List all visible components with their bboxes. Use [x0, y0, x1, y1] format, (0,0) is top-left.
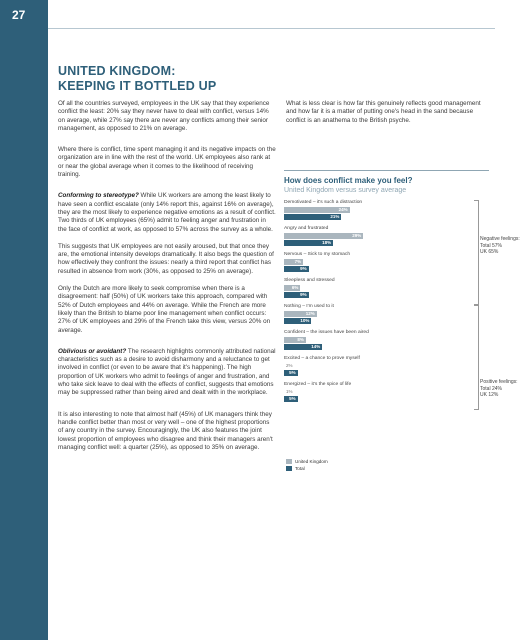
uk-bar	[284, 285, 300, 291]
negative-bracket	[474, 200, 479, 306]
chart-row	[284, 356, 489, 382]
paragraph-2: Where there is conflict, time spent managing it and its negative impacts on the organization are in line with the rest of the world. UK employees also rank at or near the global average when it comes to the likelihood of receiving training.	[58, 146, 276, 179]
right-paragraph-1: What is less clear is how far this genuinely reflects good management and how far it is a matter of putting one's head in the sand because conflict is an anathema to the British psyche.	[286, 100, 481, 124]
total-bar	[284, 266, 309, 272]
chart-category-label: Demotivated – it's such a distraction	[284, 200, 363, 205]
paragraph-4: This suggests that UK employees are not easily aroused, but that once they are, the emotional intensity develops dramatically. It also begs the question of how effectively they confront the issues: nearly a third report that conflict has resulted in absence from work (30%, as opposed to 25% on average).	[58, 242, 274, 275]
positive-summary	[480, 379, 518, 399]
chart-row	[284, 226, 489, 252]
total-bar	[284, 292, 309, 298]
legend-item	[286, 458, 328, 465]
paragraph-5: Only the Dutch are more likely to seek compromise when there is a disagreement: half (50%) of UK workers take this approach, compared with 52% of Dutch employees and 44% on average. While the French are more likely than the British to blame poor line management when conflict occurs: 27% of UK employees and 29% of the French take this view, versus 20% on average.	[58, 285, 271, 334]
bar-value-label: 10%	[300, 318, 310, 323]
chart-category-label: Angry and frustrated	[284, 226, 329, 231]
bar-value-label: 6%	[291, 285, 299, 290]
total-bar	[284, 370, 298, 376]
uk-bar	[284, 311, 317, 317]
page-sidebar	[0, 0, 48, 640]
uk-bar	[284, 337, 306, 343]
paragraph-3	[58, 192, 276, 233]
total-bar	[284, 396, 298, 402]
bar-value-label: 1%	[286, 389, 293, 394]
positive-summary-uk: UK 12%	[480, 392, 499, 399]
chart-title: How does conflict make you feel?	[284, 176, 413, 185]
total-bar	[284, 214, 341, 220]
bar-value-label: 9%	[300, 266, 307, 271]
uk-bar	[284, 233, 363, 239]
chart-row	[284, 200, 489, 226]
chart-row	[284, 252, 489, 278]
left-column	[58, 100, 276, 461]
title-line-1: UNITED KINGDOM:	[58, 64, 176, 78]
negative-summary	[480, 236, 520, 256]
bar-value-label: 8%	[297, 337, 304, 342]
uk-bar	[284, 389, 304, 395]
bar-value-label: 5%	[289, 370, 296, 375]
bar-value-label: 29%	[352, 233, 362, 238]
chart-category-label: Excited – a chance to prove myself	[284, 356, 360, 361]
chart-legend	[286, 458, 328, 472]
legend-label: Total	[295, 465, 305, 471]
bar-value-label: 18%	[322, 240, 332, 245]
bar-value-label: 9%	[300, 292, 307, 297]
bar-value-label: 5%	[289, 396, 296, 401]
bar-value-label: 12%	[305, 311, 315, 316]
total-bar	[284, 318, 311, 324]
paragraph-1: Of all the countries surveyed, employees in the UK say that they experience conflict the least: 20% say they never have to deal with conflict, versus 14% on average, while 27% say there are never any conflicts among their senior management, as opposed to 21% on average.	[58, 100, 270, 132]
negative-summary-uk: UK 65%	[480, 249, 499, 256]
chart-rows	[284, 200, 489, 408]
uk-bar	[284, 363, 304, 369]
article-title	[58, 64, 216, 94]
bar-value-label: 2%	[286, 363, 293, 368]
legend-label: United Kingdom	[295, 458, 328, 464]
legend-item	[286, 465, 328, 472]
chart-row	[284, 382, 489, 408]
legend-swatch	[286, 459, 292, 464]
bar-value-label: 7%	[294, 259, 302, 264]
chart-subtitle: United Kingdom versus survey average	[284, 187, 407, 194]
chart-category-label: Energized – it's the spice of life	[284, 382, 352, 387]
bar-value-label: 24%	[338, 207, 348, 212]
feelings-chart	[284, 170, 520, 471]
paragraph-6	[58, 348, 276, 398]
chart-category-label: Nothing – I'm used to it	[284, 304, 334, 309]
page-number-bar	[0, 0, 495, 26]
right-column	[286, 100, 486, 134]
chart-row	[284, 304, 489, 330]
chart-category-label: Confident – the issues have been aired	[284, 330, 369, 335]
total-bar	[284, 344, 322, 350]
title-line-2: KEEPING IT BOTTLED UP	[58, 79, 217, 93]
paragraph-6-lead: Oblivious or avoidant?	[58, 347, 127, 355]
paragraph-3-lead: Conforming to stereotype?	[58, 192, 139, 200]
chart-row	[284, 278, 489, 304]
paragraph-7: It is also interesting to note that almost half (45%) of UK managers think they handle conflict better than most or very well – one of the highest proportions of any country in the survey. Encouragingly, the UK also features the joint lowest proportion of employees who disagree and think their managers aren't managing conflict well: a quarter (25%), as opposed to 35% on average.	[58, 410, 273, 451]
chart-row	[284, 330, 489, 356]
page-number: 27	[12, 8, 26, 22]
bar-value-label: 14%	[311, 344, 321, 349]
bar-value-label: 21%	[330, 214, 340, 219]
paragraph-3-body: While UK workers are among the least likely to have seen a conflict escalate (only 14% report this, against 16% on average), they are the most likely to experience negative emotions as a result of conflict. Two thirds of UK employees (65%) admit to feeling anger and frustration in the face of conflict at work, as opposed to 57% across the survey as a whole.	[58, 192, 276, 233]
total-bar	[284, 240, 333, 246]
positive-summary-label: Positive feelings:	[480, 379, 518, 385]
uk-bar	[284, 259, 303, 265]
paragraph-6-body: The research highlights commonly attributed national characteristics such as a desire to avoid disharmony and a reluctance to get involved in conflict (or even to be aware that it's happening). The high proportion of UK workers who admit to feelings of anger and frustration, and who take sick leave to deal with the effects of conflict, suggests that emotions may be suppressed rather than being aired and dealt with in the workplace.	[58, 347, 276, 397]
uk-bar	[284, 207, 350, 213]
chart-category-label: Nervous – Sick to my stomach	[284, 252, 351, 257]
chart-category-label: Sleepless and stressed	[284, 278, 335, 283]
legend-swatch	[286, 466, 292, 471]
negative-summary-label: Negative feelings:	[480, 236, 520, 242]
positive-summary-total: Total 24%	[480, 385, 502, 392]
negative-summary-total: Total 57%	[480, 242, 502, 249]
top-divider	[48, 28, 495, 29]
positive-bracket	[474, 304, 479, 410]
